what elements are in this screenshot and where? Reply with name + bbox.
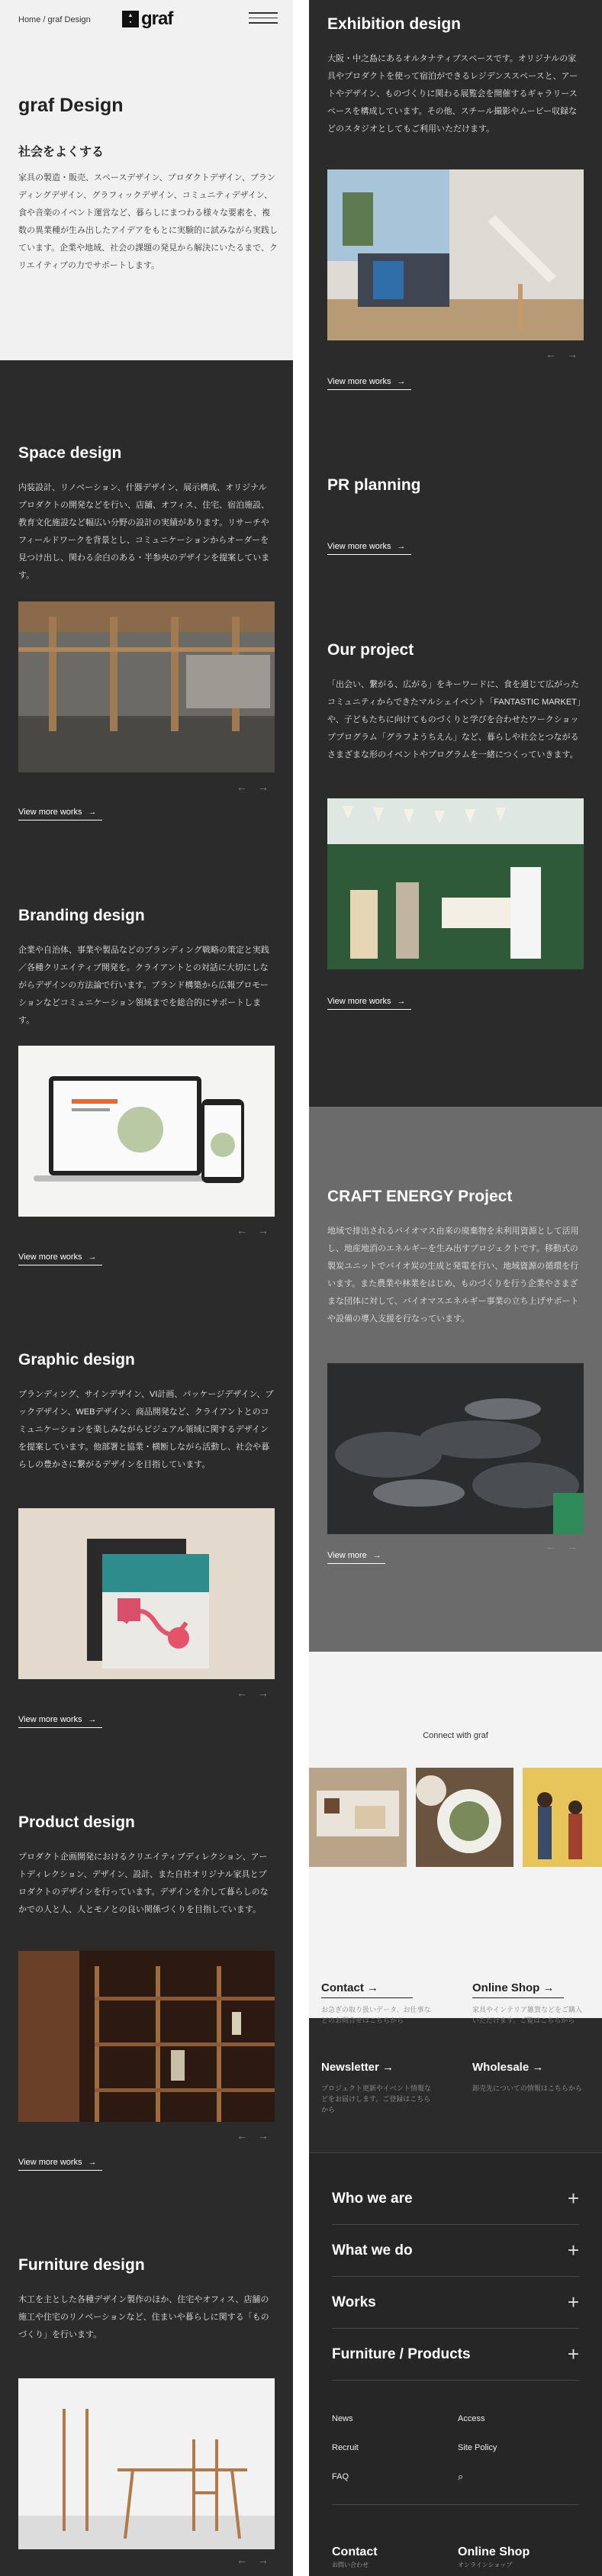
arrow-right-icon: →: [397, 542, 406, 551]
section-title: PR planning: [327, 476, 421, 494]
connect-title: Connect with graf: [423, 1731, 488, 1740]
carousel-arrows[interactable]: [546, 348, 588, 360]
plus-icon: +: [567, 2291, 579, 2313]
section-text: 企業や自治体、事業や製品などのブランディング戦略の策定と実践／各種クリエイティブ開発を。クライアントとの対話に大切にしながらデザインの方法論で行います。ブランド構築から広報プロモーションなどコミュニケーション領域までを総合的にサポートします。: [18, 946, 269, 1025]
prev-arrow-icon[interactable]: ←: [237, 2129, 258, 2142]
section-title: CRAFT ENERGY Project: [327, 1188, 513, 1205]
footer-link-recruit[interactable]: Recruit: [332, 2443, 359, 2452]
footer-online-shop[interactable]: Online Shop オンラインショップ: [458, 2545, 530, 2568]
carousel-arrows[interactable]: [546, 1540, 588, 1552]
graphic-design-section: [18, 1351, 275, 1474]
space-design-section: [18, 444, 275, 585]
branding-design-image: [18, 1046, 275, 1217]
section-text: 「出会い、繋がる、広がる」をキーワードに、食を通じて広がったコミュニティからできたマルシェイベント「FANTASTIC MARKET」や、子どもたちに向けてものづくりと学びを合わせたワークショッププログラム「グラフようちえん」など、暮らしや社会とつながるさまざまな形のイベントやプログラムを一緒につくっていきます。: [327, 680, 581, 759]
product-design-section: [18, 1814, 275, 1919]
right-column: [309, 0, 602, 2576]
carousel-arrows[interactable]: [237, 1224, 279, 1236]
footer-link-access[interactable]: Access: [458, 2414, 485, 2423]
exhibition-design-section: [327, 15, 584, 138]
intro-block: [0, 0, 293, 360]
next-arrow-icon[interactable]: →: [567, 1540, 588, 1552]
hamburger-menu-icon[interactable]: [249, 12, 278, 27]
view-more-link[interactable]: View more works →: [18, 2158, 102, 2171]
arrow-right-icon: →: [372, 1551, 381, 1560]
prev-arrow-icon[interactable]: ←: [237, 1687, 258, 1699]
section-text: 木工を主とした各種デザイン製作のほか、住宅やオフィス、店舗の施工や住宅のリノベーションなど、住まいや暮らしに関する「ものづくり」を行います。: [18, 2295, 269, 2339]
section-text: ブランディング、サインデザイン、VI計画、パッケージデザイン、ブックデザイン、WEBデザイン、商品開発など、クライアントとのコミュニケーションを楽しみながらビジュアル領域に関するデザインを提案しています。他部署と協業・横断しながら活動し、社会や暮らしの豊かさに繋がるデザインを目指しています。: [18, 1390, 274, 1469]
contact-link[interactable]: Contact → お急ぎの取り扱いデータ、お仕事などのお問合せはこちらから: [321, 1981, 436, 2026]
view-more-link[interactable]: View more works →: [327, 997, 411, 1010]
footer-divider: [332, 2504, 579, 2505]
view-more-link[interactable]: View more works →: [18, 1715, 102, 1728]
online-shop-desc: 家具やインテリア雑貨などをご購入いただけます。ご覧はこちらから: [472, 2006, 583, 2024]
prev-arrow-icon[interactable]: ←: [237, 781, 258, 793]
product-design-image: [18, 1951, 275, 2122]
connect-section: [309, 1652, 602, 2024]
arrow-right-icon: →: [88, 808, 97, 817]
connect-thumbnails: [309, 1768, 602, 1867]
branding-design-section: [18, 907, 275, 1030]
newsletter-desc: プロジェクト更新やイベント情報などをお届けします。ご登録はこちらから: [321, 2084, 431, 2113]
footer-menu-what-we-do[interactable]: What we do +: [332, 2225, 579, 2277]
logo-mark-icon: ▲ ▪: [122, 11, 139, 27]
section-title: Branding design: [18, 907, 145, 924]
section-title: Graphic design: [18, 1351, 135, 1369]
arrow-right-icon: →: [397, 997, 406, 1006]
next-arrow-icon[interactable]: →: [258, 2554, 279, 2566]
intro-text: 家具の製造・販売、スペースデザイン、プロダクトデザイン、ブランディングデザイン、グラフィックデザイン、コミュニティデザイン、食や音楽のイベント運営など、暮らしにまつわる様々な要素を、複数の異業種が生み出したアイデアをもとに実験的に試みながら実践しています。企業や地域、社会の課題の発見から解決にいたるまで、クリエイティブの力でサポートします。: [18, 173, 278, 270]
newsletter-link[interactable]: Newsletter → プロジェクト更新やイベント情報などをお届けします。ご登録はこちらから: [321, 2061, 436, 2115]
craft-energy-section: [327, 1188, 584, 1328]
next-arrow-icon[interactable]: →: [258, 781, 279, 793]
section-text: 大阪・中之島にあるオルタナティブスペースです。オリジナルの家具やプロダクトを使って宿泊ができるレジデンススペースと、アートやデザイン、ものづくりに関わる展覧会を開催するギャラリースペースを構成しています。その他、スチール撮影やムービー収録などのスタジオとしてもご利用いただけます。: [327, 54, 578, 134]
section-text: プロダクト企画開発におけるクリエイティブディレクション、アートディレクション、デザイン、設計、また自社オリジナル家具とプロダクトのデザインを行っています。デザインを介して暮らしのなかでの人と人、人とモノとの良い関係づくりを目指しています。: [18, 1852, 269, 1914]
arrow-right-icon: →: [397, 377, 406, 386]
prev-arrow-icon[interactable]: ←: [546, 348, 567, 360]
footer-link-site-policy[interactable]: Site Policy: [458, 2443, 497, 2452]
our-project-section: [327, 641, 584, 764]
section-text: 地域で排出されるバイオマス由来の廃棄物を未利用資源として活用し、地産地消のエネルギーを生み出すプロジェクトです。移動式の製炭ユニットでバイオ炭の生成と発電を行い、地域資源の循環を行います。また農業や林業をはじめ、ものづくりを行う企業やさまざまな団体に対して、バイオマスエネルギー事業の立ち上げサポートや設備の導入支援を行なっています。: [327, 1227, 579, 1323]
next-arrow-icon[interactable]: →: [567, 348, 588, 360]
exhibition-design-image: [327, 169, 584, 340]
next-arrow-icon[interactable]: →: [258, 1687, 279, 1699]
thumb-3[interactable]: [523, 1768, 602, 1867]
graphic-design-image: [18, 1508, 275, 1679]
footer-contact[interactable]: Contact お問い合わせ: [332, 2545, 378, 2568]
contact-desc: お急ぎの取り扱いデータ、お仕事などのお問合せはこちらから: [321, 2006, 431, 2024]
footer: [309, 2152, 602, 2576]
view-more-link[interactable]: View more →: [327, 1551, 385, 1564]
next-arrow-icon[interactable]: →: [258, 2129, 279, 2142]
next-arrow-icon[interactable]: →: [258, 1224, 279, 1236]
craft-energy-image: [327, 1363, 584, 1534]
section-text: 内装設計、リノベーション、什器デザイン、展示構成、オリジナルプロダクトの開発などを行い、店舗、オフィス、住宅、宿泊施設、教育文化施設など幅広い分野の設計の実績があります。リサーチやフィールドワークを背景とし、コミュニケーションからオーダーを見つけ出し、関わる余白のある・半参央のデザインを提案しています。: [18, 483, 270, 580]
left-column: [0, 0, 293, 2576]
plus-icon: +: [567, 2239, 579, 2262]
furniture-design-image: [18, 2378, 275, 2549]
prev-arrow-icon[interactable]: ←: [237, 2554, 258, 2566]
view-more-link[interactable]: View more works →: [327, 542, 411, 555]
page-title: graf Design: [18, 95, 124, 116]
view-more-link[interactable]: View more works →: [18, 1253, 102, 1265]
carousel-arrows[interactable]: [237, 2129, 279, 2142]
section-title: Product design: [18, 1814, 135, 1831]
carousel-arrows[interactable]: [237, 781, 279, 793]
footer-menu-who-we-are[interactable]: Who we are +: [332, 2173, 579, 2225]
arrow-right-icon: →: [532, 2061, 544, 2074]
section-title: Furniture design: [18, 2256, 145, 2274]
page-subtitle: 社会をよくする: [18, 146, 105, 159]
logo-text: graf: [141, 8, 173, 29]
footer-link-news[interactable]: News: [332, 2414, 353, 2423]
arrow-right-icon: →: [382, 2061, 394, 2074]
view-more-link[interactable]: View more works →: [18, 808, 102, 821]
pr-planning-section: [327, 476, 584, 495]
prev-arrow-icon[interactable]: ←: [546, 1540, 567, 1552]
carousel-arrows[interactable]: [237, 1687, 279, 1699]
column-gutter: [293, 0, 309, 2576]
arrow-right-icon: →: [542, 1981, 555, 1994]
plus-icon: +: [567, 2342, 579, 2365]
wholesale-desc: 卸売先についての情報はこちらから: [472, 2084, 582, 2092]
search-icon[interactable]: ⌕: [458, 2471, 464, 2482]
footer-menu-furniture-products[interactable]: Furniture / Products +: [332, 2329, 579, 2381]
footer-link-faq[interactable]: FAQ: [332, 2472, 349, 2481]
section-title: Our project: [327, 641, 414, 659]
our-project-image: [327, 798, 584, 969]
online-shop-link[interactable]: Online Shop → 家具やインテリア雑貨などをご購入いただけます。ご覧はこちらから: [472, 1981, 587, 2026]
breadcrumb[interactable]: Home / graf Design: [18, 15, 91, 24]
thumb-2[interactable]: [416, 1768, 513, 1867]
plus-icon: +: [567, 2187, 579, 2210]
space-design-image: [18, 601, 275, 772]
carousel-arrows[interactable]: [237, 2554, 279, 2566]
section-title: Space design: [18, 444, 122, 462]
graf-logo[interactable]: [122, 8, 172, 30]
footer-menu-works[interactable]: Works +: [332, 2277, 579, 2329]
wholesale-link[interactable]: Wholesale → 卸売先についての情報はこちらから: [472, 2061, 587, 2094]
furniture-design-section: [18, 2256, 275, 2344]
arrow-right-icon: →: [88, 2158, 97, 2167]
arrow-right-icon: →: [88, 1715, 97, 1724]
arrow-right-icon: →: [367, 1981, 379, 1994]
thumb-1[interactable]: [309, 1768, 407, 1867]
arrow-right-icon: →: [88, 1253, 97, 1262]
view-more-link[interactable]: View more works →: [327, 377, 411, 390]
section-title: Exhibition design: [327, 15, 462, 33]
prev-arrow-icon[interactable]: ←: [237, 1224, 258, 1236]
